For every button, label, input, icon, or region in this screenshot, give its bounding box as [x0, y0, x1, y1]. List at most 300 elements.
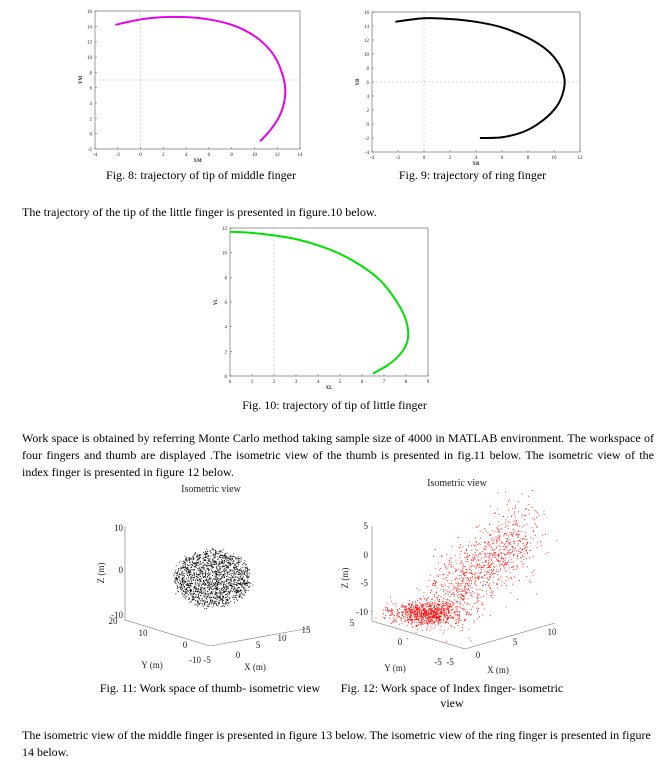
- fig12-point: [451, 617, 452, 618]
- fig11-point: [200, 561, 201, 562]
- fig9-chart: [350, 6, 590, 174]
- fig11-point: [225, 594, 226, 595]
- fig12-point: [435, 612, 436, 613]
- fig11-point: [226, 586, 227, 587]
- fig11-point: [211, 562, 212, 563]
- fig11-point: [231, 560, 232, 561]
- fig9-y-tick-label: 10: [364, 53, 369, 58]
- fig12-point: [483, 596, 484, 597]
- fig12-point: [518, 535, 519, 536]
- fig11-point: [211, 599, 212, 600]
- fig12-point: [520, 548, 521, 549]
- fig12-point: [464, 620, 465, 621]
- fig12-point: [428, 613, 429, 614]
- fig12-point: [477, 601, 478, 602]
- fig8-x-tick-label: -2: [115, 153, 120, 158]
- fig11-point: [221, 572, 222, 573]
- fig11-point: [229, 592, 230, 593]
- fig12-point: [461, 608, 462, 609]
- fig12-point: [518, 567, 519, 568]
- fig11-point: [182, 579, 183, 580]
- fig12-point: [513, 555, 514, 556]
- fig12-point: [466, 569, 467, 570]
- fig12-point: [440, 610, 441, 611]
- fig12-point: [430, 606, 431, 607]
- fig11-point: [188, 594, 189, 595]
- fig11-point: [231, 564, 232, 565]
- fig11-point: [247, 583, 248, 584]
- fig12-point: [455, 615, 456, 616]
- fig11-point: [187, 587, 188, 588]
- fig12-point: [391, 612, 392, 613]
- fig12-point: [416, 625, 417, 626]
- fig12-point: [522, 514, 523, 515]
- fig11-point: [216, 589, 217, 590]
- fig11-point: [213, 567, 214, 568]
- fig12-point: [464, 575, 465, 576]
- fig12-point: [432, 623, 433, 624]
- fig12-point: [392, 610, 393, 611]
- fig12-point: [418, 618, 419, 619]
- fig11-point: [216, 577, 217, 578]
- fig12-point: [520, 541, 521, 542]
- fig11-point: [239, 578, 240, 579]
- fig12-point: [495, 552, 496, 553]
- fig12-point: [418, 608, 419, 609]
- fig11-point: [224, 573, 225, 574]
- fig11-point: [247, 571, 248, 572]
- fig11-point: [227, 605, 228, 606]
- fig12-point: [428, 621, 429, 622]
- fig12-point: [436, 615, 437, 616]
- fig11-point: [199, 593, 200, 594]
- fig11-point: [180, 581, 181, 582]
- fig12-point: [457, 610, 458, 611]
- fig11-point: [243, 580, 244, 581]
- fig11-point: [177, 586, 178, 587]
- fig11-point: [202, 601, 203, 602]
- fig11-point: [222, 596, 223, 597]
- fig12-point: [426, 607, 427, 608]
- fig12-point: [486, 561, 487, 562]
- fig12-point: [520, 551, 521, 552]
- fig11-point: [216, 579, 217, 580]
- fig12-point: [392, 613, 393, 614]
- fig12-point: [466, 561, 467, 562]
- fig12-x-axis-label: X (m): [487, 665, 509, 675]
- fig12-point: [454, 596, 455, 597]
- fig11-point: [200, 573, 201, 574]
- fig12-point: [498, 531, 499, 532]
- fig12-point: [419, 611, 420, 612]
- fig12-point: [444, 610, 445, 611]
- fig12-point: [411, 604, 412, 605]
- fig12-point: [475, 577, 476, 578]
- fig11-caption: Fig. 11: Work space of thumb- isometric view: [99, 681, 321, 695]
- fig12-point: [440, 613, 441, 614]
- fig12-point: [498, 514, 499, 515]
- fig12-point: [467, 590, 468, 591]
- fig11-point: [179, 574, 180, 575]
- fig11-point: [204, 604, 205, 605]
- fig12-point: [489, 588, 490, 589]
- fig12-point: [385, 610, 386, 611]
- fig12-point: [417, 616, 418, 617]
- fig11-point: [215, 586, 216, 587]
- fig12-point: [510, 542, 511, 543]
- fig12-point: [476, 585, 477, 586]
- fig11-point: [218, 589, 219, 590]
- fig12-point: [482, 590, 483, 591]
- fig11-point: [186, 591, 187, 592]
- fig12-point: [376, 618, 377, 619]
- fig11-point: [214, 589, 215, 590]
- fig11-point: [204, 581, 205, 582]
- fig8-chart: [70, 6, 310, 174]
- fig12-point: [449, 572, 450, 573]
- fig11-point: [250, 586, 251, 587]
- fig11-point: [206, 598, 207, 599]
- fig11-point: [212, 582, 213, 583]
- fig11-point: [223, 593, 224, 594]
- fig11-point: [196, 565, 197, 566]
- fig12-point: [496, 548, 497, 549]
- fig11-point: [221, 606, 222, 607]
- fig12-point: [447, 615, 448, 616]
- fig11-point: [205, 588, 206, 589]
- fig11-point: [225, 570, 226, 571]
- fig11-point: [207, 569, 208, 570]
- fig12-point: [506, 541, 507, 542]
- fig9-y-tick-label: 8: [366, 67, 369, 72]
- fig12-point: [421, 620, 422, 621]
- fig12-point: [441, 608, 442, 609]
- fig11-point: [218, 574, 219, 575]
- fig12-point: [454, 611, 455, 612]
- fig11-point: [207, 563, 208, 564]
- fig12-point: [470, 566, 471, 567]
- fig11-point: [191, 559, 192, 560]
- fig10-x-tick-label: 5: [338, 380, 342, 385]
- fig11-point: [213, 584, 214, 585]
- fig11-point: [234, 565, 235, 566]
- fig12-point: [516, 569, 517, 570]
- fig12-point: [404, 621, 405, 622]
- fig11-point: [234, 599, 235, 600]
- fig12-point: [429, 612, 430, 613]
- fig12-point: [425, 604, 426, 605]
- fig11-point: [213, 603, 214, 604]
- fig12-point: [501, 581, 502, 582]
- fig11-point: [211, 579, 212, 580]
- fig11-point: [193, 560, 194, 561]
- fig12-point: [497, 527, 498, 528]
- fig11-point: [199, 555, 200, 556]
- fig12-point: [507, 562, 508, 563]
- fig12-point: [435, 583, 436, 584]
- fig12-point: [508, 510, 509, 511]
- fig11-point: [178, 587, 179, 588]
- fig11-point: [192, 583, 193, 584]
- fig12-point: [402, 613, 403, 614]
- fig12-point: [385, 615, 386, 616]
- fig11-point: [239, 574, 240, 575]
- fig12-point: [491, 595, 492, 596]
- fig12-point: [524, 548, 525, 549]
- fig12-point: [469, 583, 470, 584]
- fig12-point: [435, 615, 436, 616]
- fig12-point: [508, 528, 509, 529]
- fig11-point: [199, 569, 200, 570]
- fig12-point: [510, 554, 511, 555]
- fig12-point: [511, 562, 512, 563]
- fig11-point: [214, 560, 215, 561]
- fig11-point: [245, 565, 246, 566]
- fig11-point: [227, 558, 228, 559]
- fig11-point: [223, 566, 224, 567]
- fig11-point: [229, 593, 230, 594]
- fig11-point: [209, 588, 210, 589]
- fig12-point: [477, 618, 478, 619]
- fig11-point: [219, 583, 220, 584]
- fig12-point: [453, 604, 454, 605]
- fig12-point: [502, 564, 503, 565]
- fig11-point: [194, 586, 195, 587]
- fig12-point: [517, 535, 518, 536]
- fig12-point: [465, 552, 466, 553]
- fig12-point: [443, 602, 444, 603]
- fig12-point: [500, 570, 501, 571]
- fig12-point: [486, 582, 487, 583]
- fig12-point: [417, 600, 418, 601]
- fig12-point: [480, 531, 481, 532]
- fig12-point: [415, 607, 416, 608]
- fig12-point: [509, 499, 510, 500]
- fig12-point: [515, 508, 516, 509]
- fig11-point: [219, 580, 220, 581]
- fig12-point: [474, 603, 475, 604]
- fig11-point: [221, 561, 222, 562]
- fig12-point: [443, 586, 444, 587]
- fig12-point: [522, 555, 523, 556]
- fig12-point: [429, 623, 430, 624]
- fig12-point: [414, 619, 415, 620]
- fig12-point: [393, 621, 394, 622]
- fig12-point: [462, 630, 463, 631]
- fig12-point: [389, 618, 390, 619]
- fig11-point: [225, 604, 226, 605]
- fig12-point: [415, 614, 416, 615]
- fig12-point: [452, 617, 453, 618]
- fig12-point: [506, 576, 507, 577]
- fig11-point: [239, 580, 240, 581]
- fig11-point: [206, 565, 207, 566]
- fig12-point: [524, 519, 525, 520]
- fig12-point: [420, 605, 421, 606]
- fig12-point: [429, 615, 430, 616]
- fig12-point: [491, 575, 492, 576]
- fig12-point: [416, 618, 417, 619]
- fig11-point: [239, 569, 240, 570]
- fig12-point: [462, 570, 463, 571]
- fig12-point: [412, 620, 413, 621]
- fig11-point: [226, 594, 227, 595]
- fig11-point: [197, 583, 198, 584]
- fig12-point: [449, 562, 450, 563]
- fig12-point: [439, 608, 440, 609]
- fig11-point: [203, 566, 204, 567]
- fig12-point: [420, 610, 421, 611]
- fig11-point: [189, 599, 190, 600]
- fig8-x-tick-label: -4: [92, 153, 98, 158]
- fig12-point: [431, 619, 432, 620]
- fig11-point: [191, 574, 192, 575]
- fig12-point: [438, 622, 439, 623]
- fig12-point: [468, 586, 469, 587]
- fig12-z-axis-label: Z (m): [340, 567, 350, 589]
- fig11-point: [197, 560, 198, 561]
- fig12-point: [434, 605, 435, 606]
- fig11-point: [247, 582, 248, 583]
- fig12-point: [511, 578, 512, 579]
- fig12-point: [509, 550, 510, 551]
- fig11-point: [239, 583, 240, 584]
- fig12-point: [476, 562, 477, 563]
- fig10-x-axis-label: XL: [325, 386, 333, 391]
- fig12-point: [463, 564, 464, 565]
- fig12-point: [500, 546, 501, 547]
- fig12-point: [385, 607, 386, 608]
- fig12-point: [396, 620, 397, 621]
- fig12-point: [501, 552, 502, 553]
- fig12-point: [541, 545, 542, 546]
- fig12-point: [486, 547, 487, 548]
- fig12-point: [504, 560, 505, 561]
- fig11-point: [232, 597, 233, 598]
- fig11-point: [217, 588, 218, 589]
- fig11-point: [182, 573, 183, 574]
- fig12-point: [532, 527, 533, 528]
- fig11-point: [222, 552, 223, 553]
- fig12-point: [430, 620, 431, 621]
- fig12-point: [444, 605, 445, 606]
- fig12-point: [430, 621, 431, 622]
- fig12-point: [496, 536, 497, 537]
- fig11-point: [220, 588, 221, 589]
- fig11-point: [214, 582, 215, 583]
- fig12-point: [517, 565, 518, 566]
- fig12-point: [525, 551, 526, 552]
- fig12-point: [509, 544, 510, 545]
- fig11-point: [212, 580, 213, 581]
- fig11-point: [231, 577, 232, 578]
- fig11-point: [208, 604, 209, 605]
- fig11-point: [244, 590, 245, 591]
- fig11-point: [236, 559, 237, 560]
- fig11-point: [184, 562, 185, 563]
- fig11-point: [201, 591, 202, 592]
- fig11-point: [239, 594, 240, 595]
- fig12-point: [476, 542, 477, 543]
- fig11-point: [228, 562, 229, 563]
- fig12-point: [428, 619, 429, 620]
- fig12-point: [520, 552, 521, 553]
- fig12-point: [525, 547, 526, 548]
- fig12-point: [425, 598, 426, 599]
- fig11-point: [198, 601, 199, 602]
- fig12-point: [499, 532, 500, 533]
- fig12-point: [438, 623, 439, 624]
- fig12-point: [482, 604, 483, 605]
- fig12-point: [458, 618, 459, 619]
- fig12-point: [491, 554, 492, 555]
- fig11-point: [237, 600, 238, 601]
- fig12-point: [484, 542, 485, 543]
- fig10-x-tick-label: 2: [272, 380, 276, 385]
- fig12-point: [478, 554, 479, 555]
- fig11-point: [206, 553, 207, 554]
- fig12-point: [451, 613, 452, 614]
- fig12-point: [450, 591, 451, 592]
- fig11-point: [199, 578, 200, 579]
- fig11-point: [230, 579, 231, 580]
- fig12-point: [457, 591, 458, 592]
- fig11-point: [214, 594, 215, 595]
- fig12-point: [492, 593, 493, 594]
- fig11-point: [226, 591, 227, 592]
- fig12-point: [450, 615, 451, 616]
- fig11-point: [216, 553, 217, 554]
- fig12-point: [397, 617, 398, 618]
- fig12-point: [476, 527, 477, 528]
- fig12-point: [428, 615, 429, 616]
- fig11-point: [220, 596, 221, 597]
- fig12-point: [512, 534, 513, 535]
- fig12-point: [439, 623, 440, 624]
- fig12-point: [430, 616, 431, 617]
- fig11-point: [248, 578, 249, 579]
- fig12-point: [505, 558, 506, 559]
- fig12-point: [446, 615, 447, 616]
- fig12-point: [514, 524, 515, 525]
- fig12-point: [485, 542, 486, 543]
- fig11-point: [246, 582, 247, 583]
- fig12-point: [519, 540, 520, 541]
- fig12-point: [506, 564, 507, 565]
- fig12-point: [494, 538, 495, 539]
- fig12-point: [395, 621, 396, 622]
- fig12-point: [469, 555, 470, 556]
- fig11-point: [217, 605, 218, 606]
- fig11-point: [243, 571, 244, 572]
- fig11-point: [239, 587, 240, 588]
- fig12-point: [448, 618, 449, 619]
- fig12-point: [491, 591, 492, 592]
- fig12-point: [464, 602, 465, 603]
- fig12-point: [507, 546, 508, 547]
- fig11-point: [201, 593, 202, 594]
- fig12-point: [415, 603, 416, 604]
- fig12-point: [508, 560, 509, 561]
- fig12-point: [447, 568, 448, 569]
- fig11-point: [221, 589, 222, 590]
- fig12-point: [532, 572, 533, 573]
- fig11-point: [210, 597, 211, 598]
- fig11-point: [200, 554, 201, 555]
- fig12-point: [394, 615, 395, 616]
- fig12-point: [441, 620, 442, 621]
- fig12-point: [399, 608, 400, 609]
